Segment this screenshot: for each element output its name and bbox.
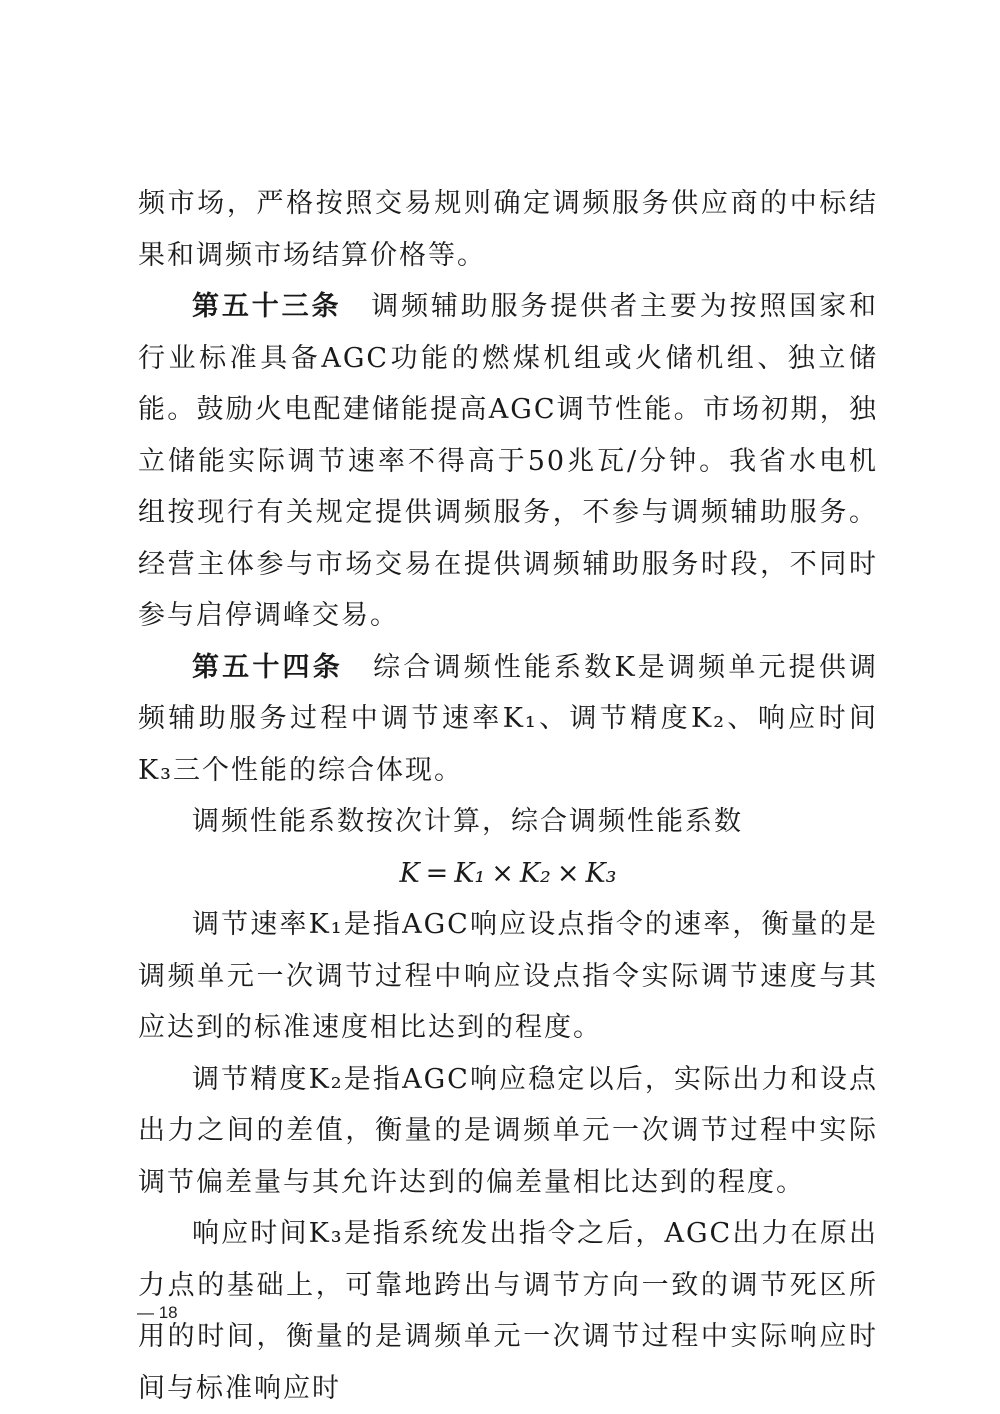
- paragraph: 响应时间K₃是指系统发出指令之后，AGC出力在原出力点的基础上，可靠地跨出与调节方向一致的调节死区所用的时间，衡量的是调频单元一次调节过程中实际响应时间与标准响应时: [138, 1218, 878, 1404]
- article-heading: 第五十三条: [192, 291, 342, 322]
- formula-operator: ×: [556, 857, 580, 889]
- article-body: 综合调频性能系数K是调频单元提供调频辅助服务过程中调节速率K₁、调节精度K₂、响应时间K₃三个性能的综合体现。: [138, 651, 879, 786]
- paragraph: 调节速率K₁是指AGC响应设点指令的速率，衡量的是调频单元一次调节过程中响应设点指令实际调节速度与其应达到的标准速度相比达到的程度。: [138, 909, 878, 1043]
- paragraph: 调频性能系数按次计算，综合调频性能系数: [192, 806, 743, 837]
- article-heading: 第五十四条: [192, 651, 343, 683]
- paragraph: 调节精度K₂是指AGC响应稳定以后，实际出力和设点出力之间的差值，衡量的是调频单元一次调节过程中实际调节偏差量与其允许达到的偏差量相比达到的程度。: [138, 1063, 878, 1198]
- article-53: [138, 281, 878, 642]
- formula-term: K₃: [585, 857, 617, 889]
- formula-lhs: K: [399, 857, 420, 889]
- article-body: 调频辅助服务提供者主要为按照国家和行业标准具备AGC功能的燃煤机组或火储机组、独立储能。鼓励火电配建储能提高AGC调节性能。市场初期，独立储能实际调节速率不得高于50兆瓦/分钟。我省水电机组按现行有关规定提供调频服务，不参与调频辅助服务。经营主体参与市场交易在提供调频辅助服务时段，不同时参与启停调峰交易。: [138, 291, 879, 631]
- formula-equals: =: [425, 857, 449, 889]
- formula: [138, 848, 878, 900]
- article-54: [138, 642, 878, 797]
- page-number: — 18: [137, 1303, 178, 1322]
- body-text: [138, 178, 878, 1414]
- formula-term: K₁: [454, 857, 486, 889]
- formula-term: K₂: [519, 857, 551, 889]
- formula-operator: ×: [491, 857, 514, 889]
- paragraph-continuation: 频市场，严格按照交易规则确定调频服务供应商的中标结果和调频市场结算价格等。: [138, 188, 878, 271]
